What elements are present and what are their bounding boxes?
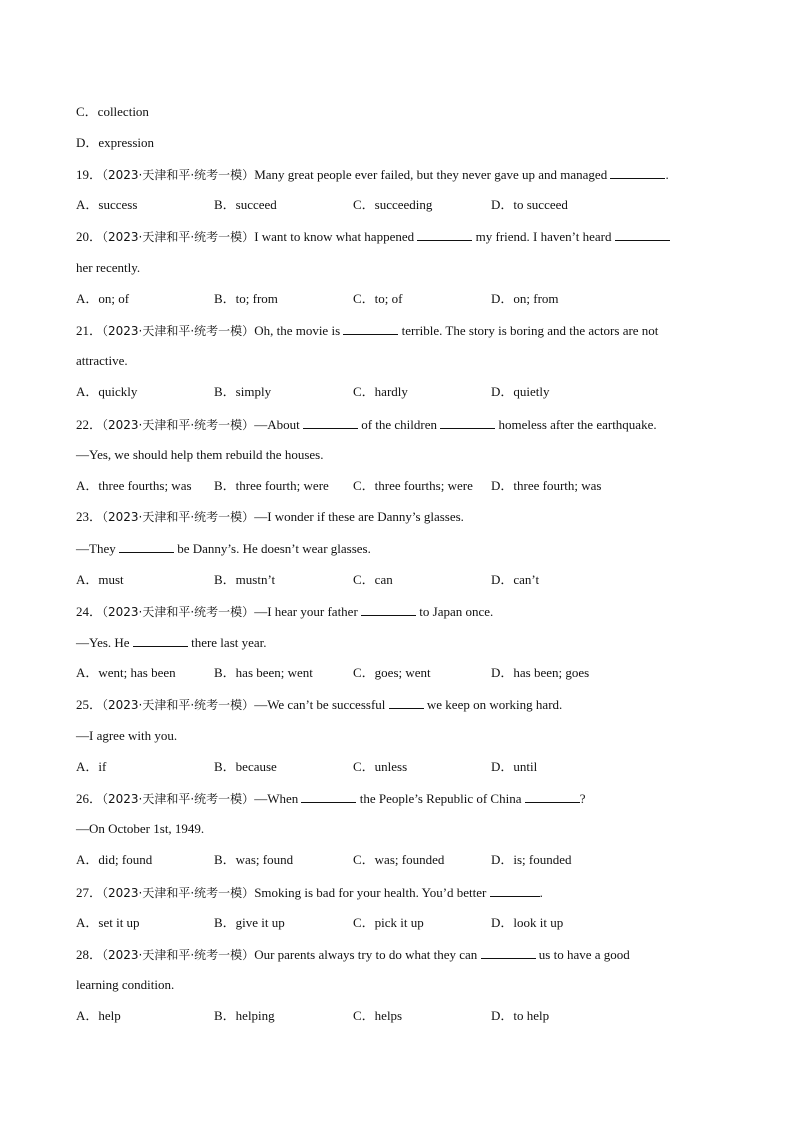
question-source: （2023·天津和平·统考一模） <box>102 230 255 244</box>
options-25 <box>76 759 716 775</box>
option-b: B．give it up <box>214 915 285 930</box>
question-stem: Many great people ever failed, but they never gave up and managed <box>254 167 611 182</box>
question-stem-continued: her recently. <box>76 260 141 275</box>
question-stem-mid: us to have a good <box>535 947 630 962</box>
question-number: 19． <box>76 167 103 182</box>
answer-blank <box>417 228 472 241</box>
reply-start: —Yes. He <box>76 635 133 650</box>
options-21 <box>76 384 716 400</box>
option-a: A．if <box>76 759 107 774</box>
option-a: A．went; has been <box>76 665 176 680</box>
question-number: 23． <box>76 509 103 524</box>
option-a: A．did; found <box>76 852 153 867</box>
question-stem-end: ? <box>579 791 586 806</box>
question-stem: Oh, the movie is <box>254 323 344 338</box>
dialogue-reply: —On October 1st, 1949. <box>76 821 205 836</box>
answer-blank <box>389 696 424 709</box>
option-d: D．has been; goes <box>491 665 590 680</box>
question-number: 28． <box>76 947 103 962</box>
options-28 <box>76 1008 716 1024</box>
question-source: （2023·天津和平·统考一模） <box>102 418 255 432</box>
question-stem: I want to know what happened <box>254 229 418 244</box>
option-c: C．goes; went <box>353 665 431 680</box>
answer-blank <box>119 540 174 553</box>
question-stem-end: to Japan once. <box>416 604 494 619</box>
option-a: A．set it up <box>76 915 140 930</box>
option-d: D．look it up <box>491 915 564 930</box>
option-c: C．three fourths; were <box>353 478 473 493</box>
question-source: （2023·天津和平·统考一模） <box>102 886 255 900</box>
option-d: D．to succeed <box>491 197 568 212</box>
reply-start: —They <box>76 541 119 556</box>
question-number: 27． <box>76 885 103 900</box>
question-26 <box>76 790 586 807</box>
answer-blank <box>133 634 188 647</box>
answer-blank <box>440 416 495 429</box>
question-source: （2023·天津和平·统考一模） <box>102 698 255 712</box>
option-b: B．simply <box>214 384 272 399</box>
dialogue-reply: —I agree with you. <box>76 728 178 743</box>
answer-blank <box>481 946 536 959</box>
option-c: C．pick it up <box>353 915 424 930</box>
question-22 <box>76 416 657 433</box>
option-c: C．to; of <box>353 291 403 306</box>
dialogue-reply: —Yes, we should help them rebuild the houses. <box>76 447 324 462</box>
options-23 <box>76 572 716 588</box>
answer-blank <box>610 166 665 179</box>
question-stem-mid: the People’s Republic of China <box>356 791 525 806</box>
option-d: D．to help <box>491 1008 550 1023</box>
option-b: B．because <box>214 759 277 774</box>
question-stem-end: . <box>665 167 669 182</box>
question-stem: —I wonder if these are Danny’s glasses. <box>254 509 464 524</box>
question-stem-mid: my friend. I haven’t heard <box>472 229 615 244</box>
question-28 <box>76 946 630 963</box>
option-c: C．collection <box>76 104 149 119</box>
question-number: 24． <box>76 604 103 619</box>
options-19 <box>76 197 716 213</box>
question-number: 25． <box>76 697 103 712</box>
reply-end: be Danny’s. He doesn’t wear glasses. <box>173 541 371 556</box>
option-c: C．succeeding <box>353 197 433 212</box>
question-source: （2023·天津和平·统考一模） <box>102 792 255 806</box>
question-source: （2023·天津和平·统考一模） <box>102 510 255 524</box>
question-stem-end: . <box>539 885 543 900</box>
option-d: D．is; founded <box>491 852 572 867</box>
option-c: C．hardly <box>353 384 408 399</box>
option-b: B．three fourth; were <box>214 478 329 493</box>
answer-blank <box>301 790 356 803</box>
question-stem-continued: attractive. <box>76 353 128 368</box>
option-c: C．unless <box>353 759 408 774</box>
option-a: A．three fourths; was <box>76 478 192 493</box>
option-a: A．quickly <box>76 384 138 399</box>
answer-blank <box>490 884 540 897</box>
dialogue-reply <box>76 540 371 557</box>
question-24 <box>76 603 493 620</box>
answer-blank <box>361 603 416 616</box>
answer-blank <box>343 322 398 335</box>
option-c: C．helps <box>353 1008 403 1023</box>
option-c: C．can <box>353 572 393 587</box>
option-a: A．success <box>76 197 138 212</box>
answer-blank <box>615 228 670 241</box>
options-26 <box>76 852 716 868</box>
question-stem: —When <box>254 791 302 806</box>
question-stem: —About <box>254 417 303 432</box>
answer-blank <box>303 416 358 429</box>
question-stem: Smoking is bad for your health. You’d better <box>254 885 490 900</box>
question-21 <box>76 322 658 339</box>
question-stem: Our parents always try to do what they can <box>254 947 481 962</box>
question-stem: —I hear your father <box>254 604 362 619</box>
question-stem-continued: learning condition. <box>76 977 175 992</box>
question-source: （2023·天津和平·统考一模） <box>102 324 255 338</box>
question-source: （2023·天津和平·统考一模） <box>102 605 255 619</box>
option-b: B．helping <box>214 1008 275 1023</box>
question-19 <box>76 166 669 183</box>
option-d: D．quietly <box>491 384 550 399</box>
option-b: B．mustn’t <box>214 572 276 587</box>
question-stem-mid: of the children <box>357 417 441 432</box>
option-a: A．on; of <box>76 291 130 306</box>
option-d: D．three fourth; was <box>491 478 602 493</box>
question-number: 26． <box>76 791 103 806</box>
options-27 <box>76 915 716 931</box>
question-20 <box>76 228 670 245</box>
option-b: B．succeed <box>214 197 277 212</box>
question-25 <box>76 696 562 713</box>
question-number: 22． <box>76 417 103 432</box>
dialogue-reply <box>76 634 267 651</box>
question-27 <box>76 884 543 901</box>
question-number: 21． <box>76 323 103 338</box>
question-stem-mid: terrible. The story is boring and the actors are not <box>398 323 659 338</box>
option-b: B．to; from <box>214 291 278 306</box>
question-source: （2023·天津和平·统考一模） <box>102 168 255 182</box>
question-23 <box>76 509 464 525</box>
option-d: D．expression <box>76 135 154 150</box>
option-b: B．has been; went <box>214 665 313 680</box>
options-20 <box>76 291 716 307</box>
question-stem: —We can’t be successful <box>254 697 389 712</box>
question-number: 20． <box>76 229 103 244</box>
option-c: C．was; founded <box>353 852 445 867</box>
options-22 <box>76 478 716 494</box>
reply-end: there last year. <box>187 635 267 650</box>
question-stem-end: we keep on working hard. <box>423 697 563 712</box>
option-a: A．must <box>76 572 124 587</box>
question-stem-end: homeless after the earthquake. <box>495 417 657 432</box>
option-d: D．on; from <box>491 291 559 306</box>
question-source: （2023·天津和平·统考一模） <box>102 948 255 962</box>
answer-blank <box>525 790 580 803</box>
options-24 <box>76 665 716 681</box>
option-a: A．help <box>76 1008 121 1023</box>
option-d: D．until <box>491 759 538 774</box>
option-b: B．was; found <box>214 852 294 867</box>
option-d: D．can’t <box>491 572 540 587</box>
